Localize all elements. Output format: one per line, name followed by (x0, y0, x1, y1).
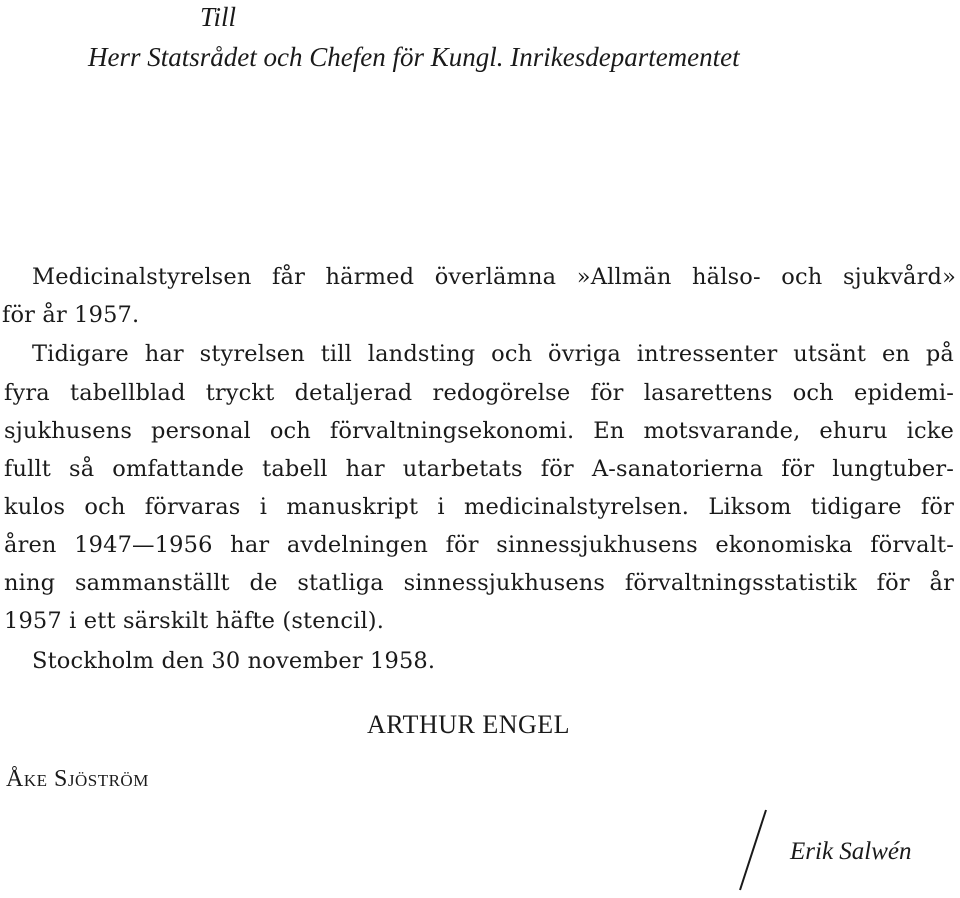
addressee-recipient: Herr Statsrådet och Chefen för Kungl. Inrikesdepartementet (88, 42, 740, 72)
body-line-5: sjukhusens personal och förvaltningsekonomi. En motsvarande, ehuru icke (4, 418, 954, 444)
body-line-2: för år 1957. (2, 302, 140, 328)
signature-left: Åke Sjöström (6, 766, 149, 792)
signature-slash-mark (734, 808, 774, 892)
body-line-6: fullt så omfattande tabell har utarbetats för A-sanatorierna för lungtuber- (4, 456, 954, 482)
addressee-till: Till (200, 2, 237, 32)
signature-chief: ARTHUR ENGEL (367, 710, 571, 739)
signature-right: Erik Salwén (790, 838, 912, 865)
body-line-1: Medicinalstyrelsen får härmed överlämna »Allmän hälso- och sjukvård» (32, 264, 956, 290)
place-date: Stockholm den 30 november 1958. (32, 648, 436, 674)
body-line-8: åren 1947—1956 har avdelningen för sinnessjukhusens ekonomiska förvalt- (4, 532, 954, 558)
body-line-4: fyra tabellblad tryckt detaljerad redogörelse för lasarettens och epidemi- (4, 380, 954, 406)
body-line-9: ning sammanställt de statliga sinnessjukhusens förvaltningsstatistik för år (4, 570, 954, 596)
body-line-3: Tidigare har styrelsen till landsting och övriga intressenter utsänt en på (32, 341, 954, 367)
body-line-7: kulos och förvaras i manuskript i medicinalstyrelsen. Liksom tidigare för (4, 494, 954, 520)
body-line-10: 1957 i ett särskilt häfte (stencil). (4, 608, 385, 634)
